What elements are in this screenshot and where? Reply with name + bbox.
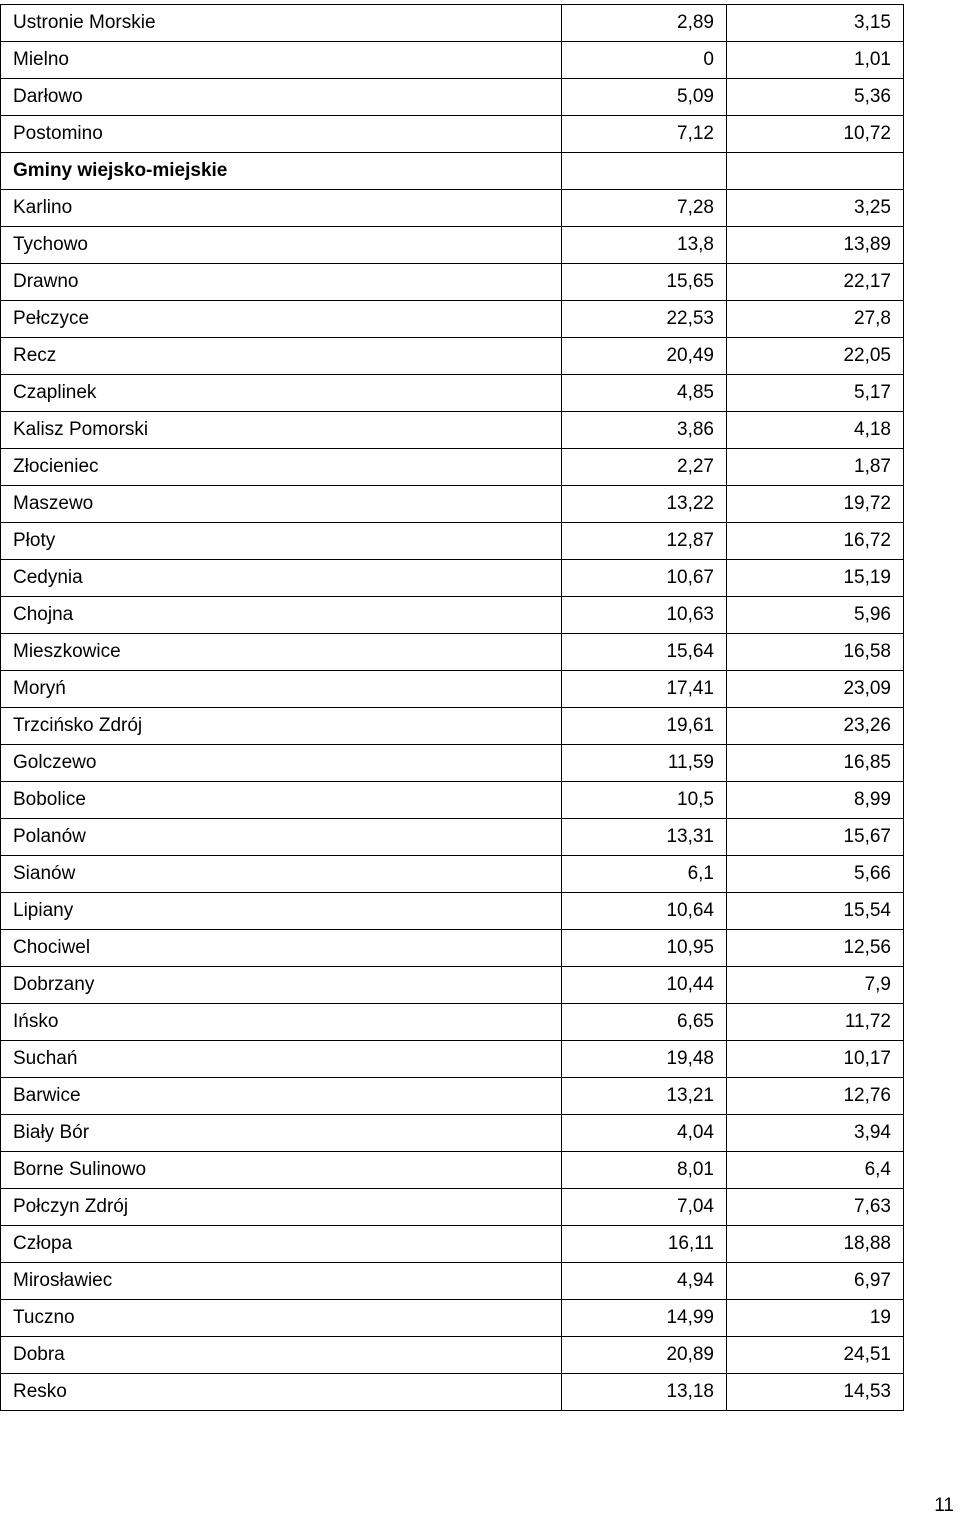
value-2-cell: 3,25 (727, 190, 904, 227)
municipality-name-cell: Gminy wiejsko-miejskie (1, 153, 562, 190)
value-2-cell: 13,89 (727, 227, 904, 264)
municipality-name-cell: Kalisz Pomorski (1, 412, 562, 449)
table-row (1, 190, 904, 227)
table-row (1, 893, 904, 930)
municipality-name-cell: Bobolice (1, 782, 562, 819)
table-body (1, 5, 904, 1411)
value-2-cell: 6,4 (727, 1152, 904, 1189)
table-row (1, 375, 904, 412)
value-1-cell: 4,85 (562, 375, 727, 412)
table-row (1, 560, 904, 597)
table-row (1, 856, 904, 893)
value-1-cell: 4,04 (562, 1115, 727, 1152)
value-2-cell: 3,94 (727, 1115, 904, 1152)
value-1-cell: 2,27 (562, 449, 727, 486)
municipality-name-cell: Mieszkowice (1, 634, 562, 671)
value-2-cell: 4,18 (727, 412, 904, 449)
value-2-cell: 24,51 (727, 1337, 904, 1374)
table-row (1, 967, 904, 1004)
municipality-name-cell: Pełczyce (1, 301, 562, 338)
municipality-name-cell: Resko (1, 1374, 562, 1411)
municipality-name-cell: Mirosławiec (1, 1263, 562, 1300)
municipality-name-cell: Suchań (1, 1041, 562, 1078)
value-2-cell: 14,53 (727, 1374, 904, 1411)
table-row (1, 745, 904, 782)
value-2-cell: 1,01 (727, 42, 904, 79)
table-row (1, 523, 904, 560)
value-1-cell (562, 153, 727, 190)
value-2-cell: 8,99 (727, 782, 904, 819)
value-1-cell: 5,09 (562, 79, 727, 116)
value-2-cell: 12,76 (727, 1078, 904, 1115)
municipality-name-cell: Polanów (1, 819, 562, 856)
value-1-cell: 7,04 (562, 1189, 727, 1226)
value-2-cell (727, 153, 904, 190)
value-1-cell: 10,44 (562, 967, 727, 1004)
value-1-cell: 15,65 (562, 264, 727, 301)
value-2-cell: 16,58 (727, 634, 904, 671)
value-1-cell: 10,64 (562, 893, 727, 930)
value-2-cell: 10,72 (727, 116, 904, 153)
value-1-cell: 12,87 (562, 523, 727, 560)
table-row (1, 79, 904, 116)
value-2-cell: 10,17 (727, 1041, 904, 1078)
value-1-cell: 20,89 (562, 1337, 727, 1374)
municipality-name-cell: Karlino (1, 190, 562, 227)
value-1-cell: 13,22 (562, 486, 727, 523)
value-1-cell: 7,12 (562, 116, 727, 153)
table-row (1, 264, 904, 301)
table-row (1, 597, 904, 634)
table-row (1, 1041, 904, 1078)
value-2-cell: 5,17 (727, 375, 904, 412)
value-2-cell: 6,97 (727, 1263, 904, 1300)
table-row (1, 1115, 904, 1152)
value-1-cell: 2,89 (562, 5, 727, 42)
value-2-cell: 1,87 (727, 449, 904, 486)
value-1-cell: 6,1 (562, 856, 727, 893)
municipality-name-cell: Złocieniec (1, 449, 562, 486)
value-1-cell: 11,59 (562, 745, 727, 782)
table-row (1, 634, 904, 671)
value-1-cell: 4,94 (562, 1263, 727, 1300)
value-1-cell: 13,31 (562, 819, 727, 856)
value-1-cell: 13,8 (562, 227, 727, 264)
table-row (1, 819, 904, 856)
table-row (1, 412, 904, 449)
value-1-cell: 13,18 (562, 1374, 727, 1411)
table-row (1, 1337, 904, 1374)
municipality-name-cell: Ustronie Morskie (1, 5, 562, 42)
table-row (1, 301, 904, 338)
value-2-cell: 15,19 (727, 560, 904, 597)
value-2-cell: 5,66 (727, 856, 904, 893)
table-row (1, 42, 904, 79)
value-2-cell: 12,56 (727, 930, 904, 967)
table-row (1, 930, 904, 967)
municipality-name-cell: Maszewo (1, 486, 562, 523)
value-1-cell: 7,28 (562, 190, 727, 227)
table-row (1, 449, 904, 486)
table-row (1, 1263, 904, 1300)
value-1-cell: 10,67 (562, 560, 727, 597)
value-1-cell: 19,48 (562, 1041, 727, 1078)
value-2-cell: 19,72 (727, 486, 904, 523)
municipality-name-cell: Chociwel (1, 930, 562, 967)
municipality-name-cell: Czaplinek (1, 375, 562, 412)
value-2-cell: 22,17 (727, 264, 904, 301)
value-2-cell: 22,05 (727, 338, 904, 375)
table-row (1, 338, 904, 375)
value-2-cell: 16,72 (727, 523, 904, 560)
value-1-cell: 20,49 (562, 338, 727, 375)
value-2-cell: 5,96 (727, 597, 904, 634)
value-2-cell: 19 (727, 1300, 904, 1337)
value-1-cell: 8,01 (562, 1152, 727, 1189)
value-1-cell: 16,11 (562, 1226, 727, 1263)
municipality-name-cell: Borne Sulinowo (1, 1152, 562, 1189)
value-2-cell: 18,88 (727, 1226, 904, 1263)
value-1-cell: 10,63 (562, 597, 727, 634)
value-2-cell: 15,67 (727, 819, 904, 856)
table-row (1, 782, 904, 819)
value-1-cell: 10,95 (562, 930, 727, 967)
municipality-name-cell: Darłowo (1, 79, 562, 116)
value-1-cell: 19,61 (562, 708, 727, 745)
table-row (1, 1189, 904, 1226)
municipality-name-cell: Mielno (1, 42, 562, 79)
value-2-cell: 16,85 (727, 745, 904, 782)
table-row (1, 1226, 904, 1263)
table-row (1, 5, 904, 42)
value-2-cell: 11,72 (727, 1004, 904, 1041)
value-1-cell: 3,86 (562, 412, 727, 449)
section-header-row (1, 153, 904, 190)
table-row (1, 1078, 904, 1115)
municipality-name-cell: Trzcińsko Zdrój (1, 708, 562, 745)
municipality-name-cell: Dobra (1, 1337, 562, 1374)
table-row (1, 1152, 904, 1189)
municipality-name-cell: Cedynia (1, 560, 562, 597)
value-1-cell: 22,53 (562, 301, 727, 338)
municipality-name-cell: Połczyn Zdrój (1, 1189, 562, 1226)
municipality-name-cell: Postomino (1, 116, 562, 153)
municipality-name-cell: Chojna (1, 597, 562, 634)
value-2-cell: 7,9 (727, 967, 904, 1004)
data-table (0, 4, 904, 1411)
table-row (1, 1374, 904, 1411)
table-row (1, 1300, 904, 1337)
municipality-name-cell: Golczewo (1, 745, 562, 782)
value-2-cell: 23,26 (727, 708, 904, 745)
value-1-cell: 15,64 (562, 634, 727, 671)
value-2-cell: 7,63 (727, 1189, 904, 1226)
table-row (1, 227, 904, 264)
municipality-name-cell: Biały Bór (1, 1115, 562, 1152)
value-2-cell: 3,15 (727, 5, 904, 42)
value-1-cell: 17,41 (562, 671, 727, 708)
value-2-cell: 23,09 (727, 671, 904, 708)
table-row (1, 116, 904, 153)
municipality-name-cell: Barwice (1, 1078, 562, 1115)
municipality-name-cell: Recz (1, 338, 562, 375)
table-row (1, 1004, 904, 1041)
municipality-name-cell: Tuczno (1, 1300, 562, 1337)
municipality-name-cell: Sianów (1, 856, 562, 893)
table-row (1, 486, 904, 523)
value-2-cell: 5,36 (727, 79, 904, 116)
value-1-cell: 13,21 (562, 1078, 727, 1115)
municipality-name-cell: Człopa (1, 1226, 562, 1263)
municipality-name-cell: Płoty (1, 523, 562, 560)
municipality-name-cell: Drawno (1, 264, 562, 301)
value-2-cell: 27,8 (727, 301, 904, 338)
table-row (1, 708, 904, 745)
municipality-name-cell: Lipiany (1, 893, 562, 930)
municipality-name-cell: Ińsko (1, 1004, 562, 1041)
value-2-cell: 15,54 (727, 893, 904, 930)
value-1-cell: 10,5 (562, 782, 727, 819)
table-row (1, 671, 904, 708)
municipality-name-cell: Moryń (1, 671, 562, 708)
page-number: 11 (934, 1495, 954, 1516)
municipality-name-cell: Dobrzany (1, 967, 562, 1004)
value-1-cell: 0 (562, 42, 727, 79)
value-1-cell: 6,65 (562, 1004, 727, 1041)
value-1-cell: 14,99 (562, 1300, 727, 1337)
municipality-name-cell: Tychowo (1, 227, 562, 264)
